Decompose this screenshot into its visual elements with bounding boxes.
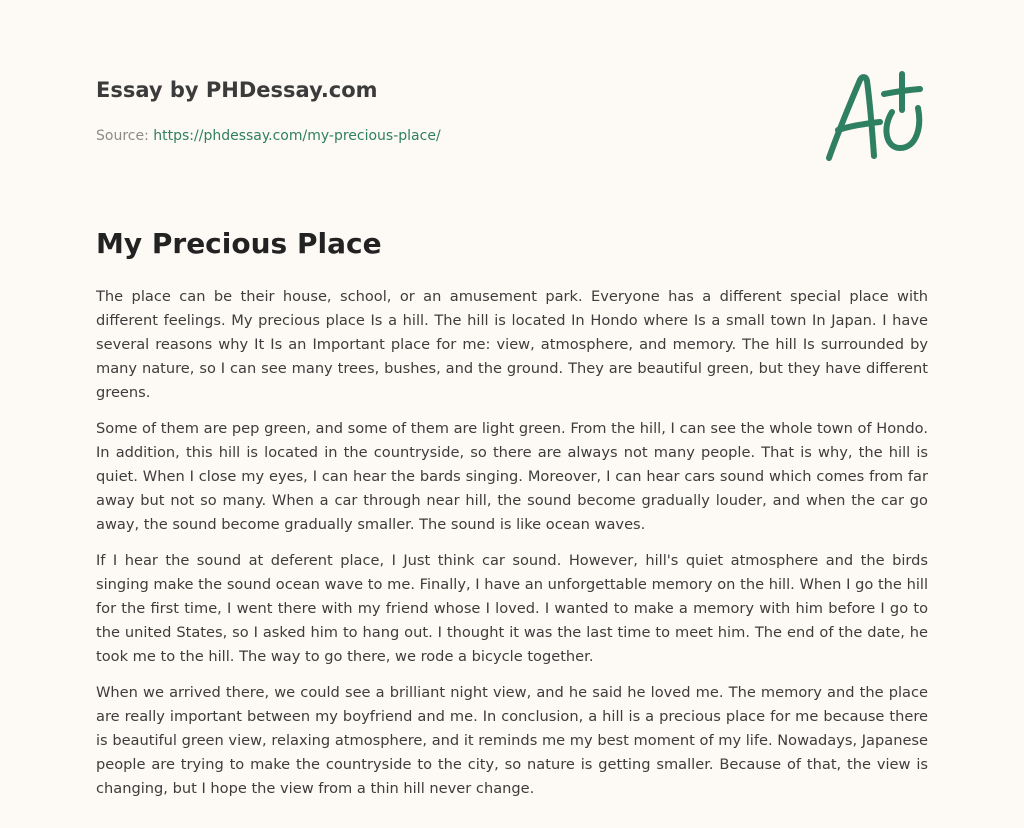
source-link[interactable]: https://phdessay.com/my-precious-place/ [153, 128, 441, 144]
essay-body [96, 285, 928, 813]
source-line [96, 126, 796, 146]
a-plus-logo-icon [822, 68, 928, 164]
site-brand: Essay by PHDessay.com [96, 78, 378, 102]
source-label: Source: [96, 128, 149, 144]
essay-header [96, 76, 796, 146]
essay-paragraph: When we arrived there, we could see a brilliant night view, and he said he loved me. The memory and the place are really important between my boyfriend and me. In conclusion, a hill is a precious place for me because there is beautiful green view, relaxing atmosphere, and it reminds me my best moment of my life. Nowadays, Japanese people are trying to make the countryside to the city, so nature is getting smaller. Because of that, the view is changing, but I hope the view from a thin hill never change. [96, 684, 928, 797]
essay-paragraph: If I hear the sound at deferent place, I Just think car sound. However, hill's quiet atmosphere and the birds singing make the sound ocean wave to me. Finally, I have an unforgettable memory on the hill. When I go the hill for the first time, I went there with my friend whose I loved. I wanted to make a memory with him before I go to the united States, so I asked him to hang out. I thought it was the last time to meet him. The end of the date, he took me to the hill. The way to go there, we rode a bicycle together. [96, 552, 928, 665]
essay-paragraph: The place can be their house, school, or an amusement park. Everyone has a different special place with different feelings. My precious place Is a hill. The hill is located In Hondo where Is a small town In Japan. I have several reasons why It Is an Important place for me: view, atmosphere, and memory. The hill Is surrounded by many nature, so I can see many trees, bushes, and the ground. They are beautiful green, but they have different greens. [96, 288, 928, 401]
essay-title: My Precious Place [96, 227, 382, 260]
essay-paragraph: Some of them are pep green, and some of them are light green. From the hill, I can see the whole town of Hondo. In addition, this hill is located in the countryside, so there are always not many people. That is why, the hill is quiet. When I close my eyes, I can hear the bards singing. Moreover, I can hear cars sound which comes from far away but not so many. When a car through near hill, the sound become gradually louder, and when the car go away, the sound become gradually smaller. The sound is like ocean waves. [96, 420, 928, 533]
